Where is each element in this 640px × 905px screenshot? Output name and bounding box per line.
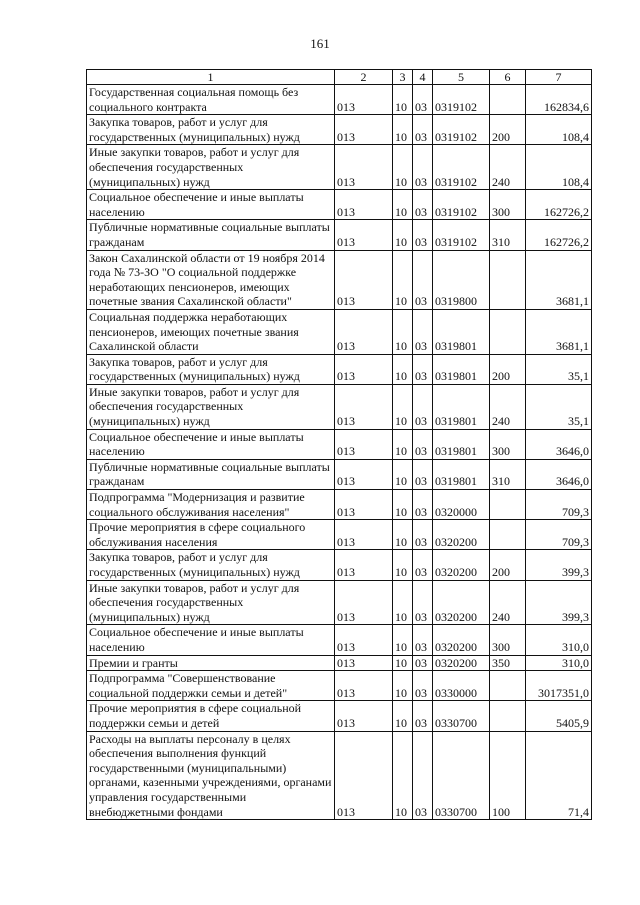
section-code: 10	[393, 250, 413, 309]
row-label: Расходы на выплаты персоналу в целях обеспечения выполнения функций государственными (муниципальными) органами, казенными учреждениями, органами управления государственными внебюджетными фондами	[87, 731, 335, 820]
section-code: 10	[393, 701, 413, 731]
target-article-code: 0330700	[433, 701, 490, 731]
amount: 108,4	[526, 145, 592, 190]
ministry-code: 013	[335, 490, 393, 520]
table-row	[87, 490, 592, 520]
row-label: Публичные нормативные социальные выплаты гражданам	[87, 220, 335, 250]
subsection-code: 03	[413, 550, 433, 580]
expense-type-code: 100	[490, 731, 526, 820]
table-row	[87, 309, 592, 354]
subsection-code: 03	[413, 701, 433, 731]
target-article-code: 0330700	[433, 731, 490, 820]
section-code: 10	[393, 520, 413, 550]
row-label: Премии и гранты	[87, 655, 335, 671]
target-article-code: 0319801	[433, 309, 490, 354]
amount: 310,0	[526, 655, 592, 671]
section-code: 10	[393, 429, 413, 459]
expense-type-code: 200	[490, 354, 526, 384]
expense-type-code	[490, 520, 526, 550]
section-code: 10	[393, 550, 413, 580]
expense-type-code: 350	[490, 655, 526, 671]
table-row	[87, 250, 592, 309]
amount: 162726,2	[526, 190, 592, 220]
section-code: 10	[393, 354, 413, 384]
target-article-code: 0320200	[433, 655, 490, 671]
expense-type-code: 300	[490, 625, 526, 655]
ministry-code: 013	[335, 250, 393, 309]
row-label: Иные закупки товаров, работ и услуг для обеспечения государственных (муниципальных) нужд	[87, 145, 335, 190]
subsection-code: 03	[413, 580, 433, 625]
expense-type-code	[490, 490, 526, 520]
subsection-code: 03	[413, 85, 433, 115]
amount: 399,3	[526, 550, 592, 580]
row-label: Прочие мероприятия в сфере социальной поддержки семьи и детей	[87, 701, 335, 731]
subsection-code: 03	[413, 190, 433, 220]
amount: 35,1	[526, 354, 592, 384]
section-code: 10	[393, 190, 413, 220]
section-code: 10	[393, 731, 413, 820]
amount: 108,4	[526, 115, 592, 145]
expense-type-code: 240	[490, 384, 526, 429]
subsection-code: 03	[413, 250, 433, 309]
expense-type-code	[490, 309, 526, 354]
subsection-code: 03	[413, 490, 433, 520]
section-code: 10	[393, 384, 413, 429]
expense-type-code	[490, 250, 526, 309]
table-row	[87, 625, 592, 655]
ministry-code: 013	[335, 354, 393, 384]
page-number: 161	[310, 36, 330, 51]
header-cell: 3	[393, 70, 413, 85]
ministry-code: 013	[335, 115, 393, 145]
target-article-code: 0319102	[433, 220, 490, 250]
table-row	[87, 429, 592, 459]
section-code: 10	[393, 655, 413, 671]
table-row	[87, 701, 592, 731]
amount: 310,0	[526, 625, 592, 655]
ministry-code: 013	[335, 459, 393, 489]
table-row	[87, 671, 592, 701]
section-code: 10	[393, 625, 413, 655]
header-cell: 7	[526, 70, 592, 85]
section-code: 10	[393, 115, 413, 145]
subsection-code: 03	[413, 115, 433, 145]
table-row	[87, 520, 592, 550]
subsection-code: 03	[413, 145, 433, 190]
header-cell: 5	[433, 70, 490, 85]
ministry-code: 013	[335, 625, 393, 655]
ministry-code: 013	[335, 429, 393, 459]
amount: 399,3	[526, 580, 592, 625]
ministry-code: 013	[335, 671, 393, 701]
row-label: Прочие мероприятия в сфере социального обслуживания населения	[87, 520, 335, 550]
amount: 3681,1	[526, 250, 592, 309]
subsection-code: 03	[413, 731, 433, 820]
expense-type-code: 240	[490, 145, 526, 190]
amount: 709,3	[526, 490, 592, 520]
section-code: 10	[393, 671, 413, 701]
expense-type-code: 200	[490, 115, 526, 145]
target-article-code: 0319801	[433, 459, 490, 489]
expense-type-code: 310	[490, 459, 526, 489]
target-article-code: 0319102	[433, 145, 490, 190]
amount: 3681,1	[526, 309, 592, 354]
amount: 5405,9	[526, 701, 592, 731]
target-article-code: 0320200	[433, 550, 490, 580]
row-label: Подпрограмма "Совершенствование социальной поддержки семьи и детей"	[87, 671, 335, 701]
table-row	[87, 550, 592, 580]
ministry-code: 013	[335, 550, 393, 580]
ministry-code: 013	[335, 731, 393, 820]
section-code: 10	[393, 459, 413, 489]
subsection-code: 03	[413, 671, 433, 701]
subsection-code: 03	[413, 309, 433, 354]
row-label: Социальное обеспечение и иные выплаты населению	[87, 190, 335, 220]
table-row	[87, 384, 592, 429]
subsection-code: 03	[413, 384, 433, 429]
ministry-code: 013	[335, 580, 393, 625]
target-article-code: 0330000	[433, 671, 490, 701]
table-body	[87, 85, 592, 820]
target-article-code: 0319801	[433, 384, 490, 429]
header-cell: 1	[87, 70, 335, 85]
expense-type-code: 200	[490, 550, 526, 580]
target-article-code: 0319801	[433, 354, 490, 384]
target-article-code: 0319800	[433, 250, 490, 309]
table-row	[87, 145, 592, 190]
ministry-code: 013	[335, 190, 393, 220]
ministry-code: 013	[335, 701, 393, 731]
target-article-code: 0319801	[433, 429, 490, 459]
ministry-code: 013	[335, 309, 393, 354]
ministry-code: 013	[335, 85, 393, 115]
amount: 3646,0	[526, 429, 592, 459]
amount: 162726,2	[526, 220, 592, 250]
table-row	[87, 459, 592, 489]
subsection-code: 03	[413, 459, 433, 489]
row-label: Закупка товаров, работ и услуг для государственных (муниципальных) нужд	[87, 550, 335, 580]
target-article-code: 0320200	[433, 580, 490, 625]
budget-table	[86, 69, 592, 820]
section-code: 10	[393, 580, 413, 625]
expense-type-code	[490, 701, 526, 731]
row-label: Закон Сахалинской области от 19 ноября 2014 года № 73-ЗО "О социальной поддержке неработающих пенсионеров, имеющих почетные звания Сахалинской области"	[87, 250, 335, 309]
header-cell: 4	[413, 70, 433, 85]
expense-type-code: 300	[490, 429, 526, 459]
table-row	[87, 731, 592, 820]
section-code: 10	[393, 309, 413, 354]
subsection-code: 03	[413, 625, 433, 655]
table-row	[87, 220, 592, 250]
ministry-code: 013	[335, 145, 393, 190]
row-label: Закупка товаров, работ и услуг для государственных (муниципальных) нужд	[87, 354, 335, 384]
row-label: Подпрограмма "Модернизация и развитие социального обслуживания населения"	[87, 490, 335, 520]
amount: 3646,0	[526, 459, 592, 489]
row-label: Публичные нормативные социальные выплаты гражданам	[87, 459, 335, 489]
target-article-code: 0319102	[433, 85, 490, 115]
subsection-code: 03	[413, 520, 433, 550]
ministry-code: 013	[335, 520, 393, 550]
table-row	[87, 85, 592, 115]
target-article-code: 0319102	[433, 190, 490, 220]
row-label: Социальное обеспечение и иные выплаты населению	[87, 429, 335, 459]
section-code: 10	[393, 220, 413, 250]
section-code: 10	[393, 85, 413, 115]
target-article-code: 0319102	[433, 115, 490, 145]
table-row	[87, 655, 592, 671]
table-row	[87, 190, 592, 220]
ministry-code: 013	[335, 220, 393, 250]
ministry-code: 013	[335, 384, 393, 429]
header-cell: 6	[490, 70, 526, 85]
expense-type-code: 240	[490, 580, 526, 625]
target-article-code: 0320200	[433, 520, 490, 550]
section-code: 10	[393, 490, 413, 520]
expense-type-code	[490, 671, 526, 701]
ministry-code: 013	[335, 655, 393, 671]
subsection-code: 03	[413, 220, 433, 250]
row-label: Государственная социальная помощь без социального контракта	[87, 85, 335, 115]
target-article-code: 0320200	[433, 625, 490, 655]
target-article-code: 0320000	[433, 490, 490, 520]
amount: 35,1	[526, 384, 592, 429]
row-label: Социальная поддержка неработающих пенсионеров, имеющих почетные звания Сахалинской области	[87, 309, 335, 354]
row-label: Закупка товаров, работ и услуг для государственных (муниципальных) нужд	[87, 115, 335, 145]
amount: 3017351,0	[526, 671, 592, 701]
amount: 162834,6	[526, 85, 592, 115]
subsection-code: 03	[413, 429, 433, 459]
section-code: 10	[393, 145, 413, 190]
amount: 709,3	[526, 520, 592, 550]
amount: 71,4	[526, 731, 592, 820]
header-row	[87, 70, 592, 85]
row-label: Иные закупки товаров, работ и услуг для обеспечения государственных (муниципальных) нужд	[87, 384, 335, 429]
subsection-code: 03	[413, 655, 433, 671]
table-row	[87, 580, 592, 625]
table-row	[87, 354, 592, 384]
table-row	[87, 115, 592, 145]
row-label: Социальное обеспечение и иные выплаты населению	[87, 625, 335, 655]
subsection-code: 03	[413, 354, 433, 384]
header-cell: 2	[335, 70, 393, 85]
expense-type-code	[490, 85, 526, 115]
expense-type-code: 300	[490, 190, 526, 220]
expense-type-code: 310	[490, 220, 526, 250]
row-label: Иные закупки товаров, работ и услуг для обеспечения государственных (муниципальных) нужд	[87, 580, 335, 625]
